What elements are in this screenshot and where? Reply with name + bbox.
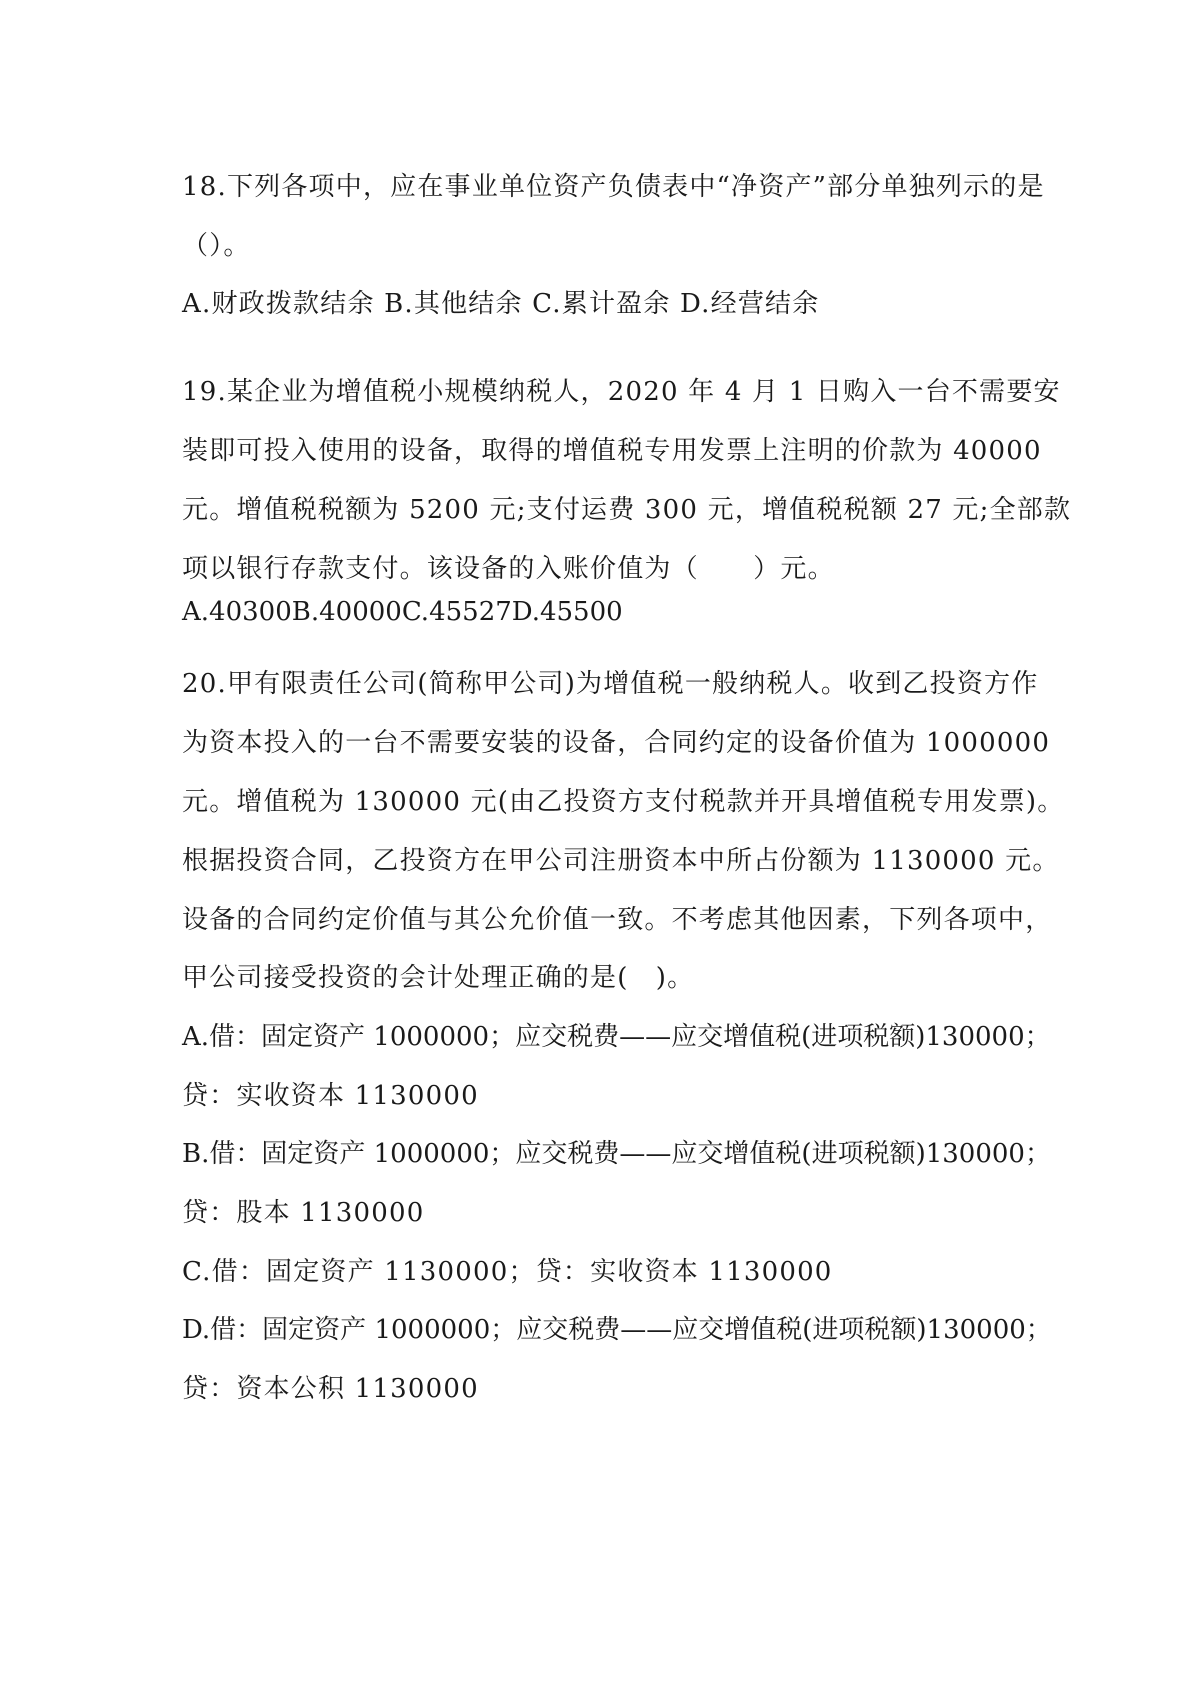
q18-stem-line-1: 18.下列各项中，应在事业单位资产负债表中“净资产”部分单独列示的是 <box>182 172 1045 202</box>
q19-stem-line-4: 项以银行存款支付。该设备的入账价值为（ ）元。 <box>182 554 835 584</box>
q20-stem-line-3: 元。增值税为 130000 元(由乙投资方支付税款并开具增值税专用发票)。 <box>182 787 1065 817</box>
q19-stem-line-1: 19.某企业为增值税小规模纳税人，2020 年 4 月 1 日购入一台不需要安 <box>182 377 1061 407</box>
q18-stem-line-2: （）。 <box>182 231 251 261</box>
q20-option-c-line-1: C.借：固定资产 1130000；贷：实收资本 1130000 <box>182 1257 833 1287</box>
q20-stem-line-4: 根据投资合同，乙投资方在甲公司注册资本中所占份额为 1130000 元。 <box>182 846 1060 876</box>
q20-option-a-line-2: 贷：实收资本 1130000 <box>182 1081 479 1111</box>
q20-stem-line-6: 甲公司接受投资的会计处理正确的是( )。 <box>182 963 695 993</box>
q20-stem-line-1: 20.甲有限责任公司(简称甲公司)为增值税一般纳税人。收到乙投资方作 <box>182 669 1039 699</box>
q20-stem-line-5: 设备的合同约定价值与其公允价值一致。不考虑其他因素，下列各项中， <box>182 905 1053 935</box>
q20-option-b-line-1: B.借：固定资产 1000000；应交税费——应交增值税(进项税额)130000； <box>182 1139 1051 1169</box>
q18-options: A.财政拨款结余 B.其他结余 C.累计盈余 D.经营结余 <box>182 289 820 319</box>
q20-option-b-line-2: 贷：股本 1130000 <box>182 1198 425 1228</box>
q20-stem-line-2: 为资本投入的一台不需要安装的设备，合同约定的设备价值为 1000000 <box>182 728 1051 758</box>
q20-option-d-line-1: D.借：固定资产 1000000；应交税费——应交增值税(进项税额)130000； <box>182 1315 1052 1345</box>
q19-options: A.40300B.40000C.45527D.45500 <box>182 597 623 627</box>
q20-option-d-line-2: 贷：资本公积 1130000 <box>182 1374 479 1404</box>
q19-stem-line-3: 元。增值税税额为 5200 元;支付运费 300 元，增值税税额 27 元;全部款 <box>182 495 1072 525</box>
q20-option-a-line-1: A.借：固定资产 1000000；应交税费——应交增值税(进项税额)130000； <box>182 1022 1051 1052</box>
q19-stem-line-2: 装即可投入使用的设备，取得的增值税专用发票上注明的价款为 40000 <box>182 436 1042 466</box>
